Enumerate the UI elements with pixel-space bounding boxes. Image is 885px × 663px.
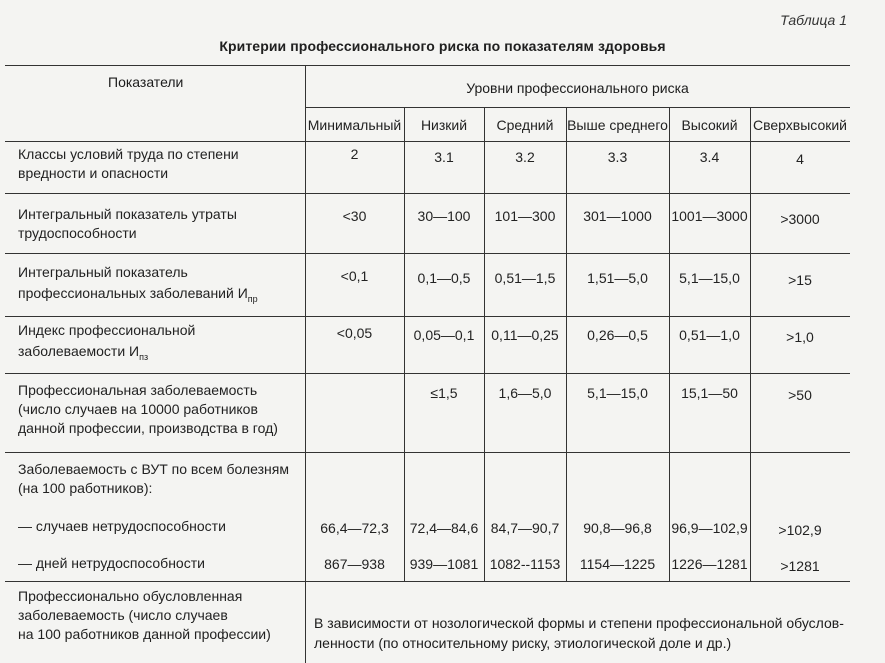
- cell: 867—938: [324, 556, 385, 572]
- row-label-line: трудоспособности: [18, 225, 137, 241]
- cell: 301—1000: [583, 208, 652, 224]
- col-header-minimal: Минимальный: [307, 117, 402, 133]
- cell: 0,05—0,1: [413, 327, 475, 343]
- row-label-occupational-morbidity: [18, 381, 278, 438]
- cell: >1,0: [786, 329, 814, 345]
- risk-criteria-table: [0, 65, 885, 663]
- col-header-medium: Средний: [496, 117, 554, 133]
- rule-row2: [5, 253, 850, 254]
- cell: 30—100: [417, 208, 471, 224]
- row-label-line: вредности и опасности: [18, 165, 169, 181]
- row-label-line: заболеваемость (число случаев: [18, 607, 228, 623]
- cell: 1,6—5,0: [498, 385, 552, 401]
- rule-row1: [5, 193, 850, 194]
- note-line: В зависимости от нозологической формы и степени профессиональной обуслов-: [314, 615, 844, 631]
- row-label-line: Индекс профессиональной: [18, 322, 196, 338]
- cell: <30: [342, 208, 367, 224]
- col-divider-3: [566, 107, 567, 581]
- index-subscript: пз: [139, 352, 149, 362]
- cell: >15: [788, 272, 812, 288]
- row-label-line: Профессионально обусловленная: [18, 588, 243, 604]
- rule-row5: [5, 452, 850, 453]
- rule-header: [5, 141, 850, 142]
- row-label-occupational-diseases-index: [18, 263, 258, 309]
- cell: 5,1—15,0: [679, 270, 740, 286]
- row-label-work-classes: [18, 145, 239, 183]
- row-label-line: Интегральный показатель утраты: [18, 206, 237, 222]
- cell: 1082--1153: [489, 556, 561, 572]
- cell: 90,8—96,8: [583, 520, 652, 536]
- col-header-low: Низкий: [420, 117, 468, 133]
- cell: 96,9—102,9: [671, 520, 748, 536]
- cell: 939—1081: [409, 556, 479, 572]
- col-divider-4: [669, 107, 670, 581]
- cell: 3.2: [515, 149, 535, 165]
- cell: 0,26—0,5: [587, 327, 648, 343]
- cell: 1,51—5,0: [587, 270, 648, 286]
- cell: 0,51—1,5: [494, 270, 556, 286]
- col-header-extra-high: Сверхвысокий: [752, 117, 847, 133]
- cell: >1281: [780, 558, 820, 574]
- row-label-line: Классы условий труда по степени: [18, 146, 239, 162]
- header-indicators: Показатели: [108, 74, 184, 90]
- row-label-line: Заболеваемость с ВУТ по всем болезням: [18, 461, 289, 477]
- cell: 3.3: [607, 149, 628, 165]
- row-label-line: Профессиональная заболеваемость: [18, 382, 258, 398]
- professionally-conditioned-note: [314, 613, 844, 653]
- row-label-line: данной профессии, производства в год): [18, 420, 278, 436]
- row-label-professionally-conditioned: [18, 587, 271, 644]
- row-label-line: на 100 работников данной профессии): [18, 626, 271, 642]
- row-label-line: (число случаев на 10000 работников: [18, 401, 258, 417]
- cell: 3.4: [699, 149, 720, 165]
- row-label-line: (на 100 работников):: [18, 480, 153, 496]
- cell: ≤1,5: [430, 385, 458, 401]
- header-risk-levels: Уровни профессионального риска: [466, 80, 689, 96]
- rule-row4: [5, 373, 850, 374]
- cell: 101—300: [494, 208, 556, 224]
- cell: 5,1—15,0: [587, 385, 648, 401]
- rule-row6: [5, 581, 850, 582]
- row-label-disability-loss: [18, 205, 237, 243]
- cell: 1154—1225: [579, 556, 656, 572]
- cell: 15,1—50: [681, 385, 738, 401]
- cell: 3.1: [434, 149, 454, 165]
- cell: 2: [350, 146, 359, 162]
- rule-levels: [305, 107, 850, 108]
- rule-row3: [5, 316, 850, 317]
- row-label-vut-morbidity: [18, 460, 289, 498]
- row-label-disability-days: — дней нетрудоспособности: [18, 555, 205, 571]
- index-subscript: пр: [247, 294, 258, 304]
- cell: >3000: [780, 211, 820, 227]
- cell: 66,4—72,3: [320, 520, 389, 536]
- cell: 72,4—84,6: [409, 520, 479, 536]
- col-header-above-medium: Выше среднего: [567, 117, 668, 133]
- cell: >50: [788, 387, 812, 403]
- cell: 0,1—0,5: [417, 270, 471, 286]
- rule-top: [5, 65, 850, 66]
- row-label-line: Интегральный показатель: [18, 264, 188, 280]
- cell: >102,9: [778, 522, 822, 538]
- cell: 4: [796, 151, 804, 167]
- col-header-high: Высокий: [681, 117, 738, 133]
- row-label-line: профессиональных заболеваний $И_{пр}$: [18, 285, 258, 304]
- cell: 1226—1281: [671, 556, 748, 572]
- col-divider-1: [404, 107, 405, 581]
- cell: 84,7—90,7: [490, 520, 560, 536]
- col-divider-2: [484, 107, 485, 581]
- cell: 0,11—0,25: [491, 327, 559, 343]
- cell: 0,51—1,0: [679, 327, 740, 343]
- table-title: Критерии профессионального риска по показателям здоровья: [219, 38, 666, 54]
- row-label-occupational-morbidity-index: [18, 321, 195, 367]
- table-caption: Таблица 1: [780, 12, 847, 28]
- cell: 1001—3000: [671, 208, 748, 224]
- cell: <0,05: [336, 325, 373, 341]
- note-line: ленности (по относительному риску, этиологической доле и др.): [314, 635, 732, 651]
- row-label-line: заболеваемости $И_{пз}$: [18, 343, 149, 362]
- row-label-disability-cases: — случаев нетрудоспособности: [18, 518, 226, 534]
- cell: <0,1: [340, 268, 369, 284]
